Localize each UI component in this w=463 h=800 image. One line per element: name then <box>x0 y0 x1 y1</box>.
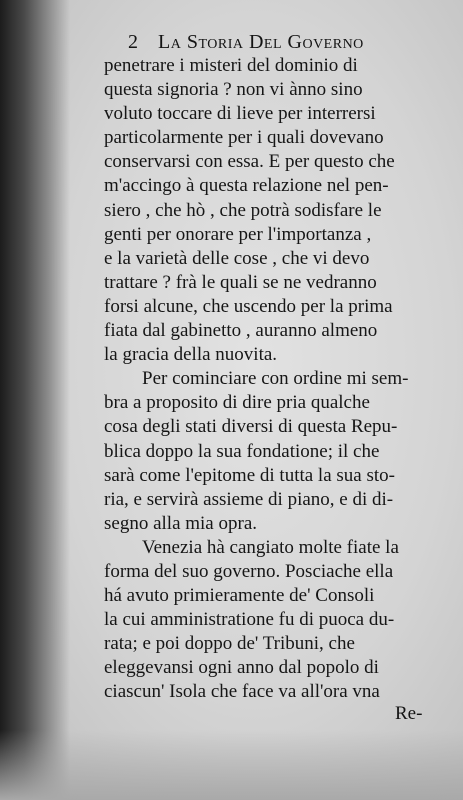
text-line: particolarmente per i quali dovevano <box>104 127 384 149</box>
text-line: la gracia della nuovita. <box>104 344 278 366</box>
text-line: rata; e poi doppo de' Tribuni, che <box>104 633 355 655</box>
text-line: eleggevansi ogni anno dal popolo di <box>104 657 379 679</box>
text-line: genti per onorare per l'importanza , <box>104 223 372 245</box>
text-line: voluto toccare di lieve per interrersi <box>104 103 376 125</box>
running-title: La Storia Del Governo <box>158 31 364 53</box>
running-header <box>128 31 438 55</box>
text-line: há avuto primieramente de' Consoli <box>104 585 375 607</box>
catchword: Re- <box>395 703 423 724</box>
text-line: fiata dal gabinetto , auranno almeno <box>104 320 378 342</box>
gutter-shadow <box>0 0 70 800</box>
text-line: blica doppo la sua fondatione; il che <box>104 440 380 462</box>
text-line: la cui amministratione fu di puoca du- <box>104 609 395 631</box>
text-line: siero , che hò , che potrà sodisfare le <box>104 199 382 221</box>
body-text <box>104 54 454 705</box>
page-number: 2 <box>128 31 139 53</box>
bottom-shade <box>0 730 463 800</box>
text-line: segno alla mia opra. <box>104 512 258 534</box>
text-line: sarà come l'epitome di tutta la sua sto- <box>104 464 395 486</box>
text-line: ria, e servirà assieme di piano, e di di- <box>104 488 394 510</box>
text-line: forsi alcune, che uscendo per la prima <box>104 295 393 317</box>
text-line: conservarsi con essa. E per questo che <box>104 151 395 173</box>
text-line: trattare ? frà le quali se ne vedranno <box>104 271 377 293</box>
text-line: questa signoria ? non vi ànno sino <box>104 79 363 101</box>
text-line: ciascun' Isola che face va all'ora vna <box>104 681 380 703</box>
text-line: bra a proposito di dire pria qualche <box>104 392 370 414</box>
text-line: Venezia hà cangiato molte fiate la <box>142 536 399 558</box>
text-line: e la varietà delle cose , che vi devo <box>104 247 370 269</box>
text-line: m'accingo à questa relazione nel pen- <box>104 175 389 197</box>
text-line: penetrare i misteri del dominio di <box>104 55 358 76</box>
text-line: forma del suo governo. Posciache ella <box>104 560 394 582</box>
text-line: cosa degli stati diversi di questa Repu- <box>104 416 398 438</box>
text-line: Per cominciare con ordine mi sem- <box>142 368 409 390</box>
